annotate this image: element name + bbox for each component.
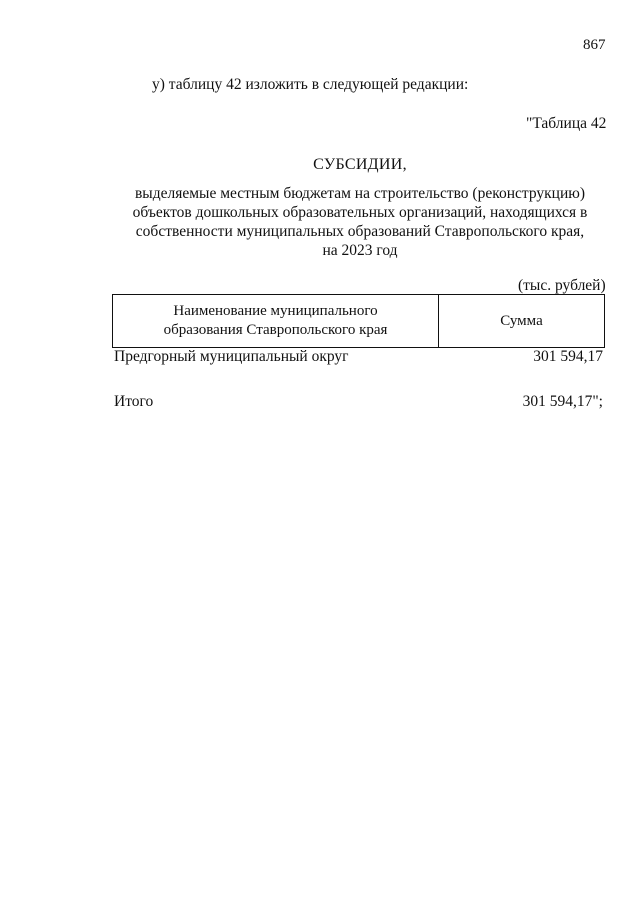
document-title: СУБСИДИИ, [313, 156, 407, 173]
subtitle-line: выделяемые местным бюджетам на строительство (реконструкцию) [134, 185, 586, 202]
table-row [114, 348, 605, 366]
page-number: 867 [583, 37, 606, 53]
total-row [114, 393, 605, 411]
subtitle-line: объектов дошкольных образовательных организаций, находящихся в [132, 204, 588, 221]
header-name-line: Наименование муниципального [173, 303, 378, 319]
table-header [112, 294, 605, 348]
header-sum-cell: Сумма [500, 312, 543, 329]
subtitle-line: собственности муниципальных образований Ставропольского края, [135, 223, 585, 240]
row-name: Предгорный муниципальный округ [114, 348, 349, 365]
table-reference: "Таблица 42 [526, 115, 607, 132]
document-subtitle [0, 184, 640, 260]
subtitle-line: на 2023 год [322, 242, 398, 259]
header-name-cell [113, 295, 439, 347]
units-label: (тыс. рублей) [518, 277, 606, 294]
intro-text: у) таблицу 42 изложить в следующей редакции: [152, 76, 469, 93]
header-name-line: образования Ставропольского края [163, 322, 388, 338]
row-value: 301 594,17 [533, 348, 603, 365]
total-label: Итого [114, 393, 154, 410]
total-value: 301 594,17"; [522, 393, 603, 410]
